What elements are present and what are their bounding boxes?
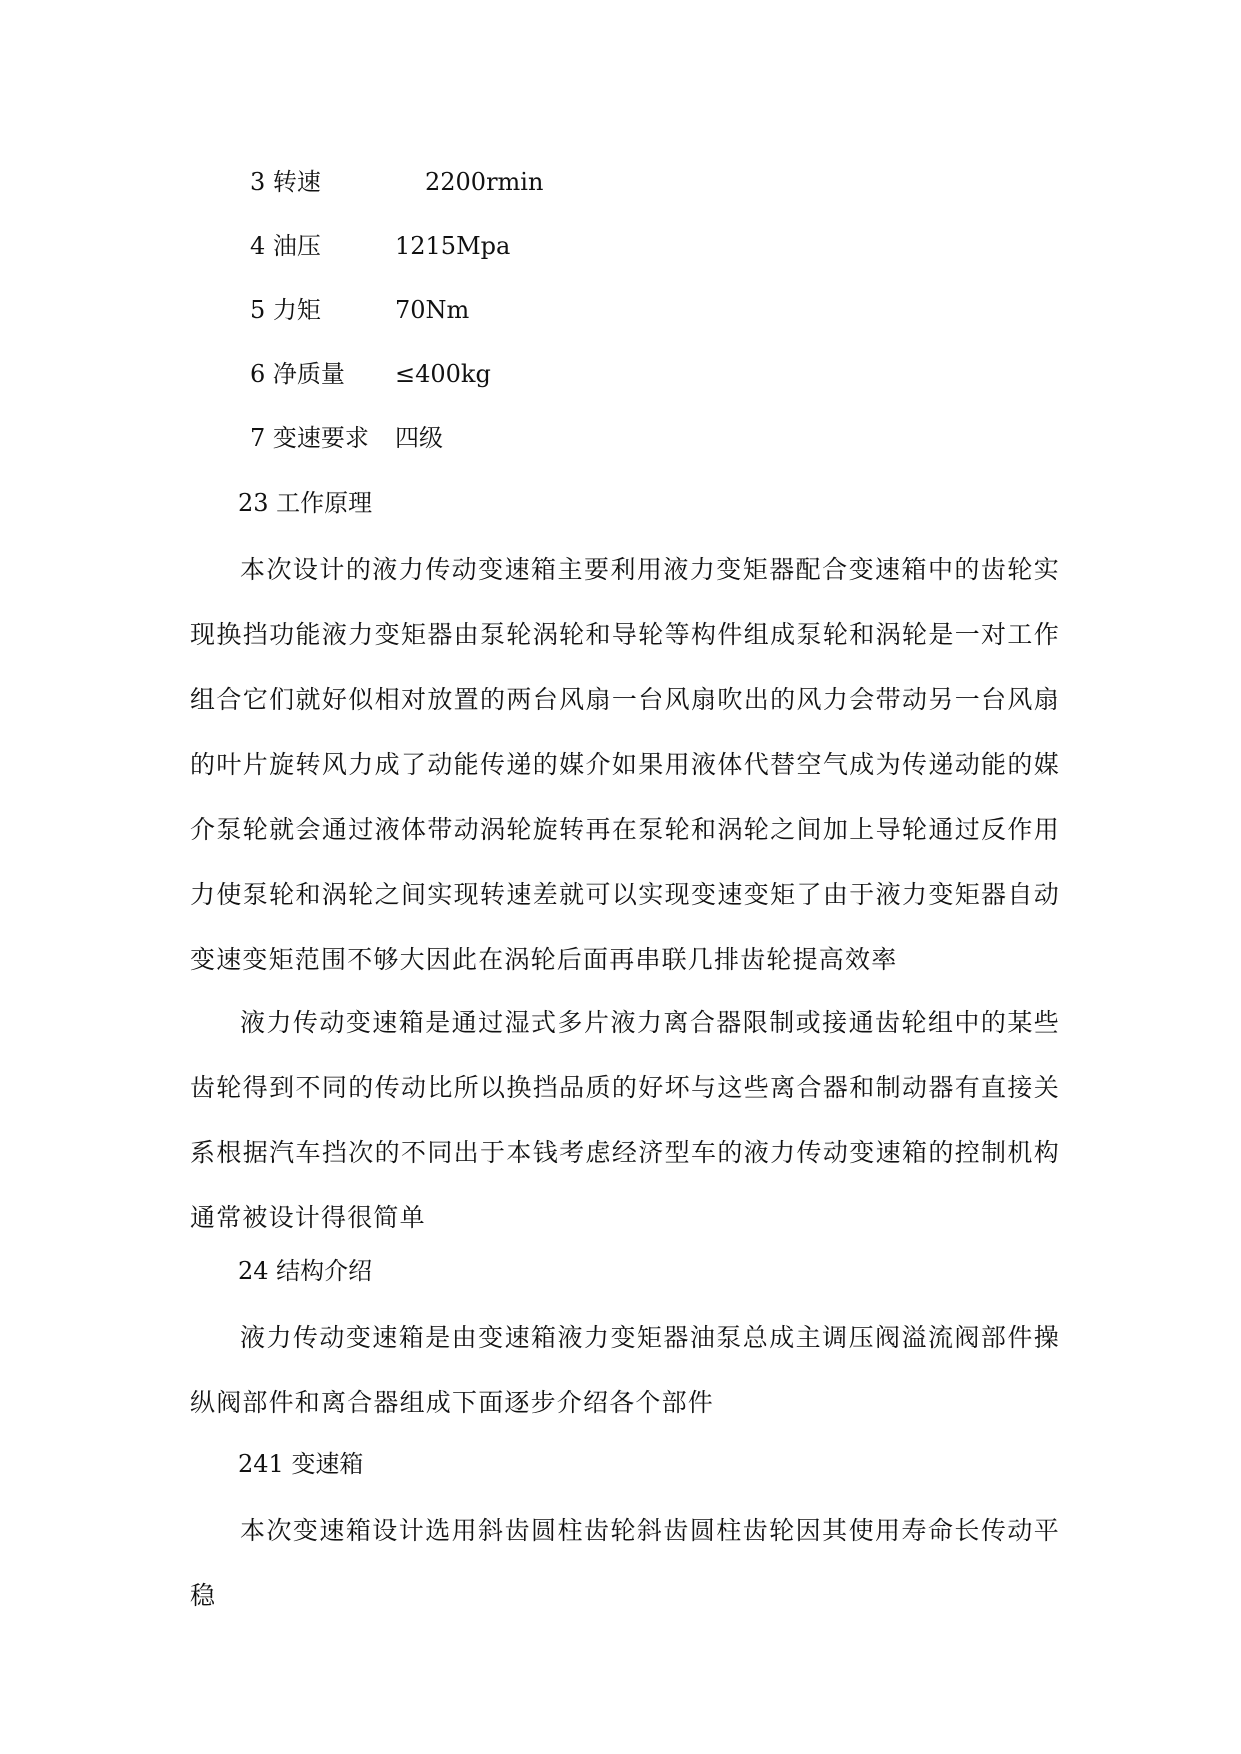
paragraph: 液力传动变速箱是由变速箱液力变矩器油泵总成主调压阀溢流阀部件操纵阀部件和离合器组成下面逐步介绍各个部件 — [190, 1323, 1060, 1417]
spec-value: 1215Mpa — [395, 232, 511, 260]
section-heading-gearbox: 241 变速箱 — [238, 1450, 364, 1478]
paragraph: 本次变速箱设计选用斜齿圆柱齿轮斜齿圆柱齿轮因其使用寿命长传动平稳 — [190, 1516, 1060, 1610]
spec-label: 4 油压 — [250, 232, 321, 260]
spec-label: 3 转速 — [250, 168, 321, 196]
spec-value: 70Nm — [395, 296, 470, 324]
spec-value: ≤400kg — [395, 360, 491, 388]
spec-label: 6 净质量 — [250, 360, 345, 388]
spec-value: 四级 — [395, 424, 443, 452]
spec-label: 7 变速要求 — [250, 424, 369, 452]
paragraph: 液力传动变速箱是通过湿式多片液力离合器限制或接通齿轮组中的某些齿轮得到不同的传动比所以换挡品质的好坏与这些离合器和制动器有直接关系根据汽车挡次的不同出于本钱考虑经济型车的液力传动变速箱的控制机构通常被设计得很简单 — [190, 1008, 1060, 1232]
section-heading-working-principle: 23 工作原理 — [238, 489, 373, 517]
section-heading-structure: 24 结构介绍 — [238, 1257, 373, 1285]
spec-value: 2200rmin — [425, 168, 544, 196]
spec-label: 5 力矩 — [250, 296, 321, 324]
paragraph: 本次设计的液力传动变速箱主要利用液力变矩器配合变速箱中的齿轮实现换挡功能液力变矩器由泵轮涡轮和导轮等构件组成泵轮和涡轮是一对工作组合它们就好似相对放置的两台风扇一台风扇吹出的风力会带动另一台风扇的叶片旋转风力成了动能传递的媒介如果用液体代替空气成为传递动能的媒介泵轮就会通过液体带动涡轮旋转再在泵轮和涡轮之间加上导轮通过反作用力使泵轮和涡轮之间实现转速差就可以实现变速变矩了由于液力变矩器自动变速变矩范围不够大因此在涡轮后面再串联几排齿轮提高效率 — [190, 555, 1060, 974]
